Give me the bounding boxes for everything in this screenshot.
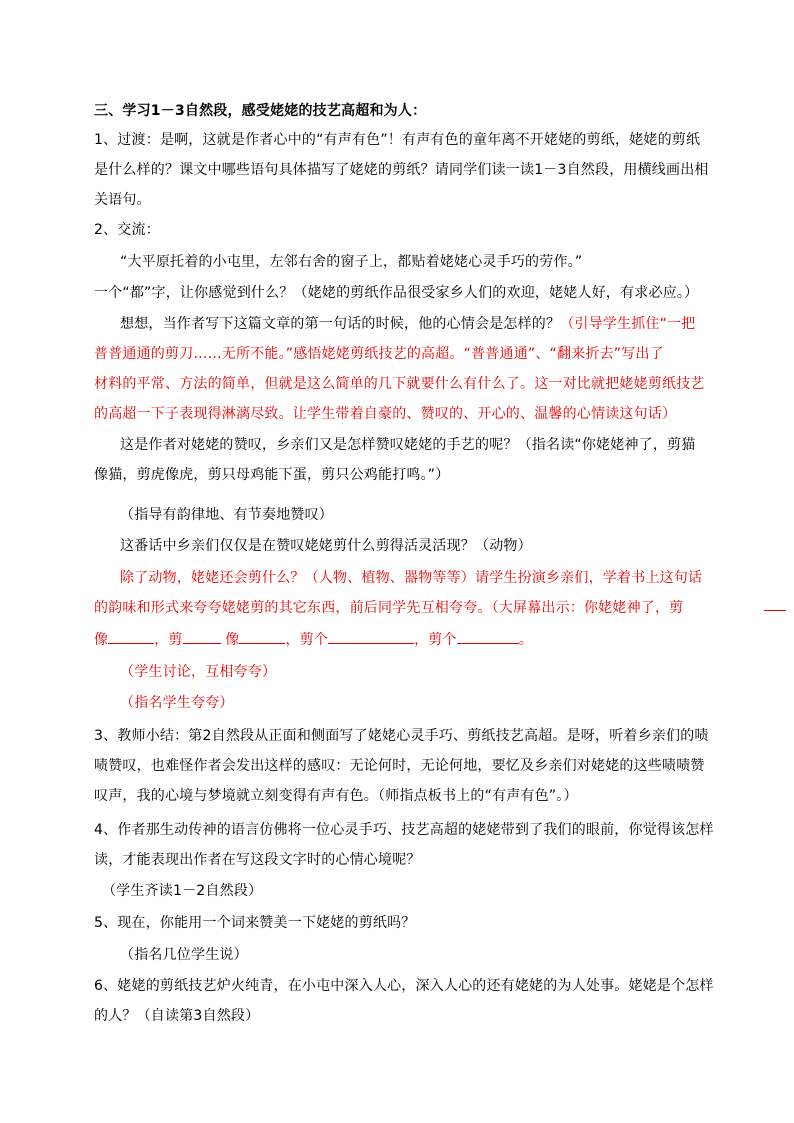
item3-line2: 啧赞叹，也难怪作者会发出这样的感叹：无论何时，无论何地，要忆及乡亲们对姥姥的这些啧啧赞 [94, 758, 705, 774]
blank-jiange-2: ，剪个 [414, 632, 457, 648]
blank-5 [457, 629, 519, 644]
item6-line1: 6、姥姥的剪纸技艺炉火纯青，在小屯中深入人心，深入人心的还有姥姥的为人处事。姥姥是个怎样 [94, 978, 714, 994]
blank-xiang-2: 像 [225, 632, 240, 648]
red-line-3: 材料的平常、方法的简单，但就是这么简单的几下就要什么有什么了。这一对比就把姥姥剪纸技艺 [94, 376, 705, 392]
think-text: 想想，当作者写下这篇文章的第一句话的时候，他的心情会是怎样的？ [120, 316, 561, 332]
item1-line1: 1、过渡：是啊，这就是作者心中的“有声有色”！有声有色的童年离不开姥姥的剪纸，姥姥的剪纸 [94, 132, 701, 148]
blank-end: 。 [518, 632, 533, 648]
item3-line1: 3、教师小结：第2自然段从正面和侧面写了姥姥心灵手巧、剪纸技艺高超。是呀，听着乡亲们的啧 [94, 728, 709, 744]
item6-line2: 的人？（自读第3自然段） [94, 1008, 260, 1024]
item3-line3: 叹声，我的心境与梦境就立刻变得有声有色。（师指点板书上的“有声有色”。） [94, 788, 578, 804]
fill-blank-line [94, 628, 533, 652]
blank-jian-1: ，剪 [154, 632, 183, 648]
other-line-2: 的韵味和形式来夸夸姥姥剪的其它东西，前后同学先互相夸夸。（大屏幕出示：你姥姥神了，剪 [94, 600, 684, 616]
think-red-text: （引导学生抓住“一把 [560, 316, 696, 332]
guide-line: （指导有韵律地、有节奏地赞叹） [120, 507, 333, 523]
blank-4 [328, 629, 414, 644]
blank-jiange-1: ，剪个 [285, 632, 329, 648]
quote-line: “大平原托着的小屯里，左邻右舍的窗子上，都贴着姥姥心灵手巧的劳作。” [120, 254, 583, 270]
section-heading: 三、学习1－3自然段，感受姥姥的技艺高超和为人： [94, 103, 427, 119]
item1-line3: 关语句。 [94, 192, 151, 208]
item1-line2: 是什么样的？课文中哪些语句具体描写了姥姥的剪纸？请同学们读一读1－3自然段，用横线画出相 [94, 162, 709, 178]
praise-named-line: （指名学生夸夸） [120, 695, 234, 711]
item5-line2: （指名几位学生说） [120, 947, 248, 963]
item4-line1: 4、作者那生动传神的语言仿佛将一位心灵手巧、技艺高超的姥姥带到了我们的眼前，你觉得该怎样 [94, 822, 714, 838]
praise-line-2: 像猫，剪虎像虎，剪只母鸡能下蛋，剪只公鸡能打鸣。”） [94, 467, 450, 483]
animal-question: 这番话中乡亲们仅仅是在赞叹姥姥剪什么剪得活灵活现？（动物） [120, 538, 532, 554]
other-line-1: 除了动物，姥姥还会剪什么？（人物、植物、器物等等）请学生扮演乡亲们，学着书上这句话 [120, 570, 703, 586]
item5-line1: 5、现在，你能用一个词来赞美一下姥姥的剪纸吗？ [94, 915, 416, 931]
question-line: 一个“都”字，让你感觉到什么？（姥姥的剪纸作品很受家乡人们的欢迎，姥姥人好，有求必应。） [94, 285, 699, 301]
item4-line3: （学生齐读1－2自然段） [102, 883, 263, 899]
discuss-line: （学生讨论，互相夸夸） [120, 664, 277, 680]
blank-1 [108, 629, 154, 644]
praise-line-1: 这是作者对姥姥的赞叹，乡亲们又是怎样赞叹姥姥的手艺的呢？（指名读“你姥姥神了，剪猫 [120, 437, 696, 453]
blank-xiang-1: 像 [94, 632, 109, 648]
blank-3 [239, 629, 285, 644]
item4-line2: 读，才能表现出作者在写这段文字时的心情心境呢？ [94, 852, 421, 868]
blank-0 [764, 596, 786, 611]
red-line-4: 的高超一下子表现得淋漓尽致。让学生带着自豪的、赞叹的、开心的、温馨的心情读这句话） [94, 406, 677, 422]
think-line [120, 312, 695, 336]
item2-label: 2、交流： [94, 222, 160, 238]
blank-2 [183, 629, 221, 644]
red-line-2: 普普通通的剪刀……无所不能。”感悟姥姥剪纸技艺的高超。“普普通通”、“翻来折去”写出了 [94, 346, 664, 362]
